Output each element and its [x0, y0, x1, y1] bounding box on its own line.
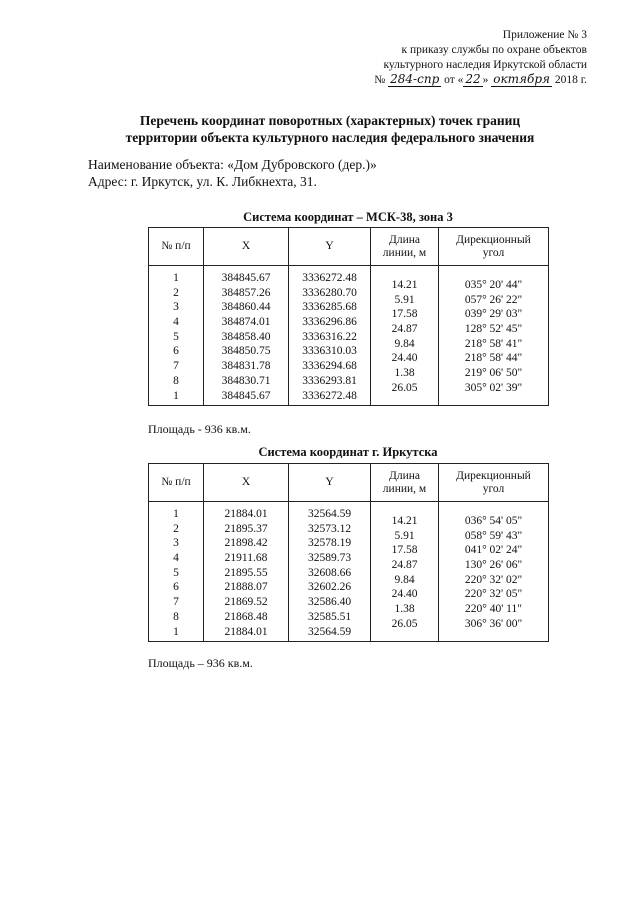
header-length-line-1: Длина — [389, 469, 420, 482]
direction-angle: 128° 52' 45" — [464, 323, 523, 336]
line-length: 9.84 — [394, 337, 415, 350]
x-value: 21868.48 — [224, 610, 268, 623]
line-length: 24.40 — [391, 352, 418, 365]
point-number: 4 — [173, 316, 179, 329]
appendix-title: Приложение № 3 — [502, 29, 587, 41]
x-value: 384874.01 — [221, 316, 271, 329]
header-x: X — [204, 228, 289, 266]
x-values-cell — [204, 502, 289, 642]
table-2-area: Площадь – 936 кв.м. — [148, 656, 253, 670]
coordinates-table-irkutsk — [148, 463, 549, 642]
header-length-line-2: линии, м — [382, 482, 427, 495]
appendix-header — [267, 28, 587, 88]
header-length — [371, 228, 439, 266]
y-value: 3336296.86 — [302, 316, 357, 329]
direction-angle: 306° 36' 00" — [464, 617, 523, 630]
header-x: X — [204, 464, 289, 502]
direction-angle: 035° 20' 44" — [464, 279, 523, 291]
direction-angle: 130° 26' 06" — [464, 559, 523, 572]
point-number: 2 — [173, 286, 179, 299]
x-value: 384830.71 — [221, 374, 271, 387]
y-value: 32602.26 — [307, 581, 352, 594]
document-title — [60, 112, 600, 146]
direction-angle: 218° 58' 44" — [464, 352, 523, 365]
x-value: 21884.01 — [224, 508, 268, 520]
table-1-area: Площадь - 936 кв.м. — [148, 422, 251, 436]
point-number: 6 — [173, 581, 179, 594]
date-quote-close: » — [482, 74, 489, 86]
header-y: Y — [289, 228, 371, 266]
y-value: 32564.59 — [307, 625, 352, 638]
angles-cell — [439, 266, 549, 406]
direction-angle: 057° 26' 22" — [464, 293, 523, 306]
lengths-cell — [371, 502, 439, 642]
line-length: 17.58 — [391, 544, 418, 557]
y-value: 32608.66 — [307, 566, 352, 579]
table-1-caption: Система координат – МСК-38, зона 3 — [243, 210, 453, 224]
y-value: 32573.12 — [307, 522, 352, 535]
point-number: 7 — [173, 596, 179, 609]
point-number: 1 — [173, 389, 179, 402]
point-number: 1 — [173, 272, 179, 284]
y-value: 32578.19 — [307, 537, 352, 550]
line-length: 24.40 — [391, 588, 418, 601]
x-values — [204, 507, 288, 639]
y-value: 3336293.81 — [302, 374, 357, 387]
y-value: 3336316.22 — [302, 330, 357, 343]
appendix-number-date — [267, 73, 587, 88]
direction-angle: 058° 59' 43" — [464, 529, 523, 542]
point-numbers-cell — [149, 502, 204, 642]
x-value: 384845.67 — [221, 389, 271, 402]
y-value: 3336294.68 — [302, 360, 357, 373]
direction-angle: 218° 58' 41" — [464, 337, 523, 350]
direction-angle: 220° 40' 11" — [465, 603, 522, 616]
point-number: 5 — [173, 566, 179, 579]
y-value: 32586.40 — [307, 596, 352, 609]
object-name: Наименование объекта: «Дом Дубровского (дер.)» — [88, 157, 377, 172]
x-value: 384858.40 — [221, 330, 271, 343]
header-direction-line-2: угол — [482, 246, 505, 259]
x-value: 384831.78 — [221, 360, 271, 373]
x-value: 21869.52 — [224, 596, 268, 609]
y-value: 32589.73 — [307, 552, 352, 565]
point-numbers — [149, 271, 203, 403]
point-numbers — [149, 507, 203, 639]
x-value: 384857.26 — [221, 286, 271, 299]
x-value: 384845.67 — [221, 272, 271, 284]
x-value: 384850.75 — [221, 345, 271, 358]
x-value: 21895.55 — [224, 566, 268, 579]
lengths-cell — [371, 266, 439, 406]
date-year: 2018 г. — [554, 74, 587, 86]
point-number: 7 — [173, 360, 179, 373]
y-values-cell — [289, 502, 371, 642]
direction-angles — [439, 507, 548, 632]
y-value: 3336310.03 — [302, 345, 357, 358]
point-number: 3 — [173, 537, 179, 550]
point-number: 5 — [173, 330, 179, 343]
point-number: 1 — [173, 508, 179, 520]
title-line-1: Перечень координат поворотных (характерных) точек границ — [139, 113, 521, 128]
header-direction-line-2: угол — [482, 482, 505, 495]
x-value: 21911.68 — [224, 552, 268, 565]
title-line-2: территории объекта культурного наследия федерального значения — [125, 130, 535, 145]
coordinates-table-msk38 — [148, 227, 549, 406]
line-length: 17.58 — [391, 308, 418, 321]
point-number: 1 — [173, 625, 179, 638]
y-value: 3336285.68 — [302, 301, 357, 314]
point-number: 8 — [173, 374, 179, 387]
y-values-cell — [289, 266, 371, 406]
header-length — [371, 464, 439, 502]
direction-angle: 220° 32' 05" — [464, 588, 523, 601]
y-values — [289, 507, 370, 639]
table-body-row — [149, 266, 549, 406]
header-length-line-1: Длина — [389, 233, 420, 246]
x-values — [204, 271, 288, 403]
x-value: 384860.44 — [221, 301, 271, 314]
direction-angle: 220° 32' 02" — [464, 573, 523, 586]
point-number: 4 — [173, 552, 179, 565]
handwritten-number: 284-спр — [390, 72, 440, 86]
line-length: 1.38 — [394, 367, 415, 380]
point-number: 3 — [173, 301, 179, 314]
y-value: 3336272.48 — [302, 272, 357, 284]
direction-angle: 219° 06' 50" — [464, 367, 523, 380]
angles-cell — [439, 502, 549, 642]
line-length: 5.91 — [394, 293, 415, 306]
x-value: 21898.42 — [224, 537, 268, 550]
line-length: 14.21 — [391, 279, 418, 291]
point-numbers-cell — [149, 266, 204, 406]
table-2-caption: Система координат г. Иркутска — [258, 445, 438, 459]
direction-angle: 041° 02' 24" — [464, 544, 523, 557]
x-values-cell — [204, 266, 289, 406]
appendix-order-text: к приказу службы по охране объектов — [401, 44, 587, 56]
header-direction — [439, 228, 549, 266]
header-number: № п/п — [149, 464, 204, 502]
line-length: 14.21 — [391, 515, 418, 527]
appendix-authority-text: культурного наследия Иркутской области — [383, 59, 587, 71]
direction-angle: 305° 02' 39" — [464, 381, 523, 394]
object-address: Адрес: г. Иркутск, ул. К. Либкнехта, 31. — [88, 174, 317, 189]
point-number: 2 — [173, 522, 179, 535]
line-length: 9.84 — [394, 573, 415, 586]
y-value: 3336272.48 — [302, 389, 357, 402]
direction-angle: 039° 29' 03" — [464, 308, 523, 321]
point-number: 6 — [173, 345, 179, 358]
table-header-row — [149, 228, 549, 266]
handwritten-day: 22 — [465, 72, 481, 86]
line-length: 26.05 — [391, 617, 418, 630]
table-header-row — [149, 464, 549, 502]
date-from-label: от « — [444, 74, 464, 86]
x-value: 21884.01 — [224, 625, 268, 638]
line-lengths — [371, 507, 438, 632]
y-value: 32564.59 — [307, 508, 352, 520]
table-body-row — [149, 502, 549, 642]
point-number: 8 — [173, 610, 179, 623]
x-value: 21895.37 — [224, 522, 268, 535]
line-length: 24.87 — [391, 323, 418, 336]
object-info — [88, 156, 377, 190]
x-value: 21888.07 — [224, 581, 268, 594]
y-value: 32585.51 — [307, 610, 352, 623]
y-values — [289, 271, 370, 403]
line-lengths — [371, 271, 438, 396]
handwritten-month: октября — [493, 72, 550, 86]
y-value: 3336280.70 — [302, 286, 357, 299]
header-direction-line-1: Дирекционный — [456, 233, 531, 246]
line-length: 26.05 — [391, 381, 418, 394]
direction-angle: 036° 54' 05" — [464, 515, 523, 527]
direction-angles — [439, 271, 548, 396]
header-number: № п/п — [149, 228, 204, 266]
header-y: Y — [289, 464, 371, 502]
number-label: № — [374, 74, 386, 86]
line-length: 5.91 — [394, 529, 415, 542]
line-length: 24.87 — [391, 559, 418, 572]
header-length-line-2: линии, м — [382, 246, 427, 259]
header-direction — [439, 464, 549, 502]
header-direction-line-1: Дирекционный — [456, 469, 531, 482]
line-length: 1.38 — [394, 603, 415, 616]
